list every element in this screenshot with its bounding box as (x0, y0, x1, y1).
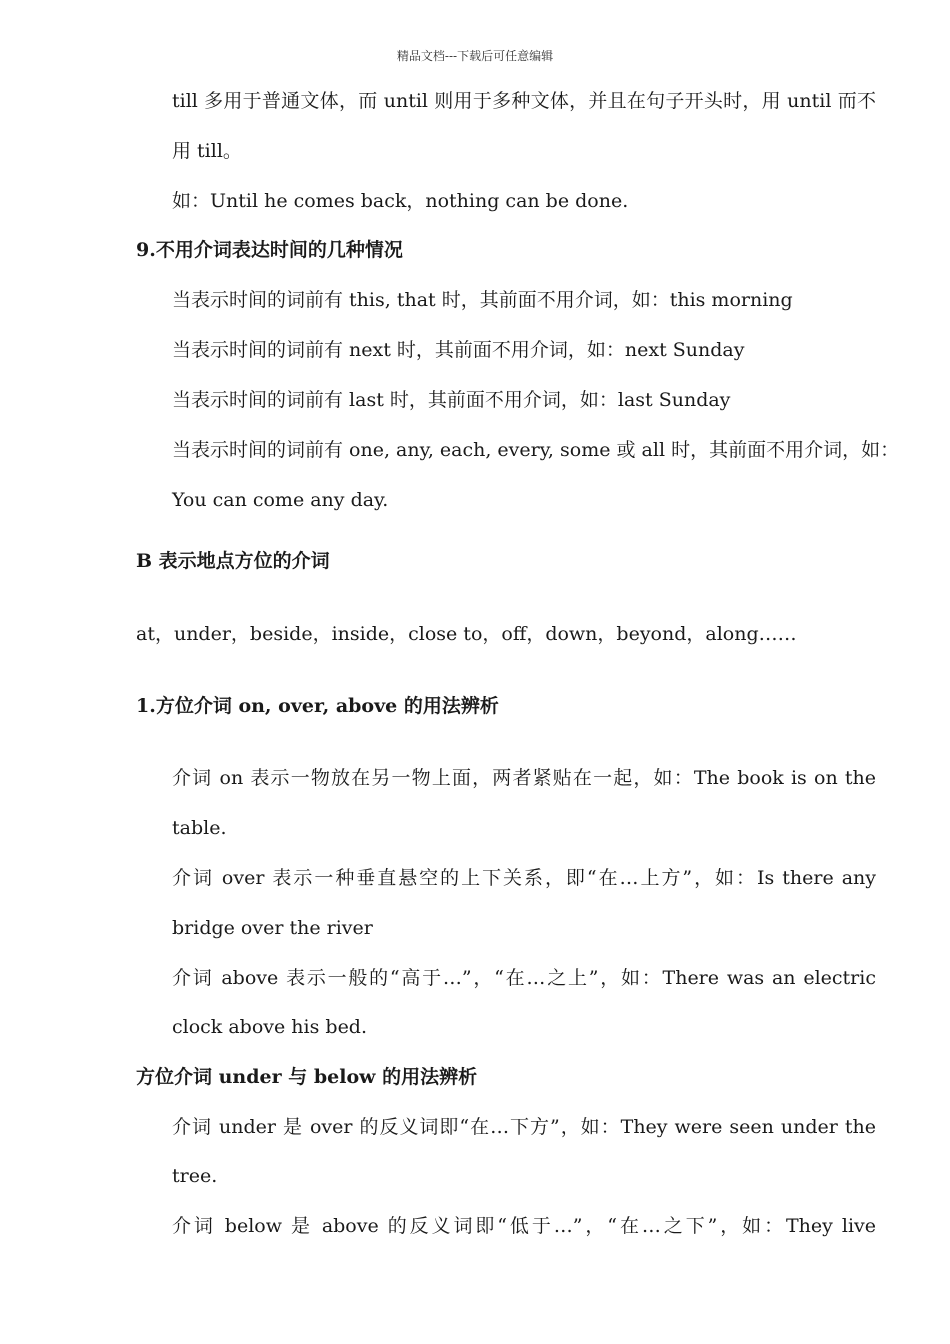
section-heading: 9.不用介词表达时间的几种情况 (136, 239, 403, 261)
paragraph-line: 介词 over 表示一种垂直悬空的上下关系，即“在…上方”，如：Is there any (172, 867, 876, 889)
paragraph-line: 当表示时间的词前有 this, that 时，其前面不用介词，如：this morning (172, 289, 793, 311)
section-heading: 方位介词 under 与 below 的用法辨析 (136, 1066, 478, 1088)
paragraph-line: 介词 above 表示一般的“高于…”，“在…之上”，如：There was an electric (172, 967, 876, 989)
section-heading: 1.方位介词 on, over, above 的用法辨析 (136, 695, 499, 717)
example-line: You can come any day. (172, 489, 389, 511)
paragraph-line: 介词 below 是 above 的反义词即“低于…”，“在…之下”，如：They live (172, 1215, 876, 1237)
paragraph-line: table. (172, 817, 227, 839)
example-line: 如：Until he comes back，nothing can be done. (172, 190, 629, 212)
paragraph-line: bridge over the river (172, 917, 373, 939)
paragraph-line: 当表示时间的词前有 one, any, each, every, some 或 all 时，其前面不用介词，如： (172, 439, 900, 461)
section-heading: B 表示地点方位的介词 (136, 550, 330, 572)
page-header: 精品文档---下载后可任意编辑 (396, 49, 554, 63)
paragraph-line: till 多用于普通文体，而 until 则用于多种文体，并且在句子开头时，用 until 而不 (172, 90, 876, 112)
paragraph-line: 介词 on 表示一物放在另一物上面，两者紧贴在一起，如：The book is on the (172, 767, 876, 789)
paragraph-line: 当表示时间的词前有 last 时，其前面不用介词，如：last Sunday (172, 389, 731, 411)
paragraph-line: 当表示时间的词前有 next 时，其前面不用介词，如：next Sunday (172, 339, 745, 361)
paragraph-line: 用 till。 (172, 140, 242, 162)
paragraph-line: 介词 under 是 over 的反义词即“在…下方”，如：They were seen under the (172, 1116, 876, 1138)
paragraph-line: clock above his bed. (172, 1016, 368, 1038)
preposition-list: at，under，beside，inside，close to，off，down，beyond，along…… (136, 623, 797, 645)
paragraph-line: tree. (172, 1165, 218, 1187)
